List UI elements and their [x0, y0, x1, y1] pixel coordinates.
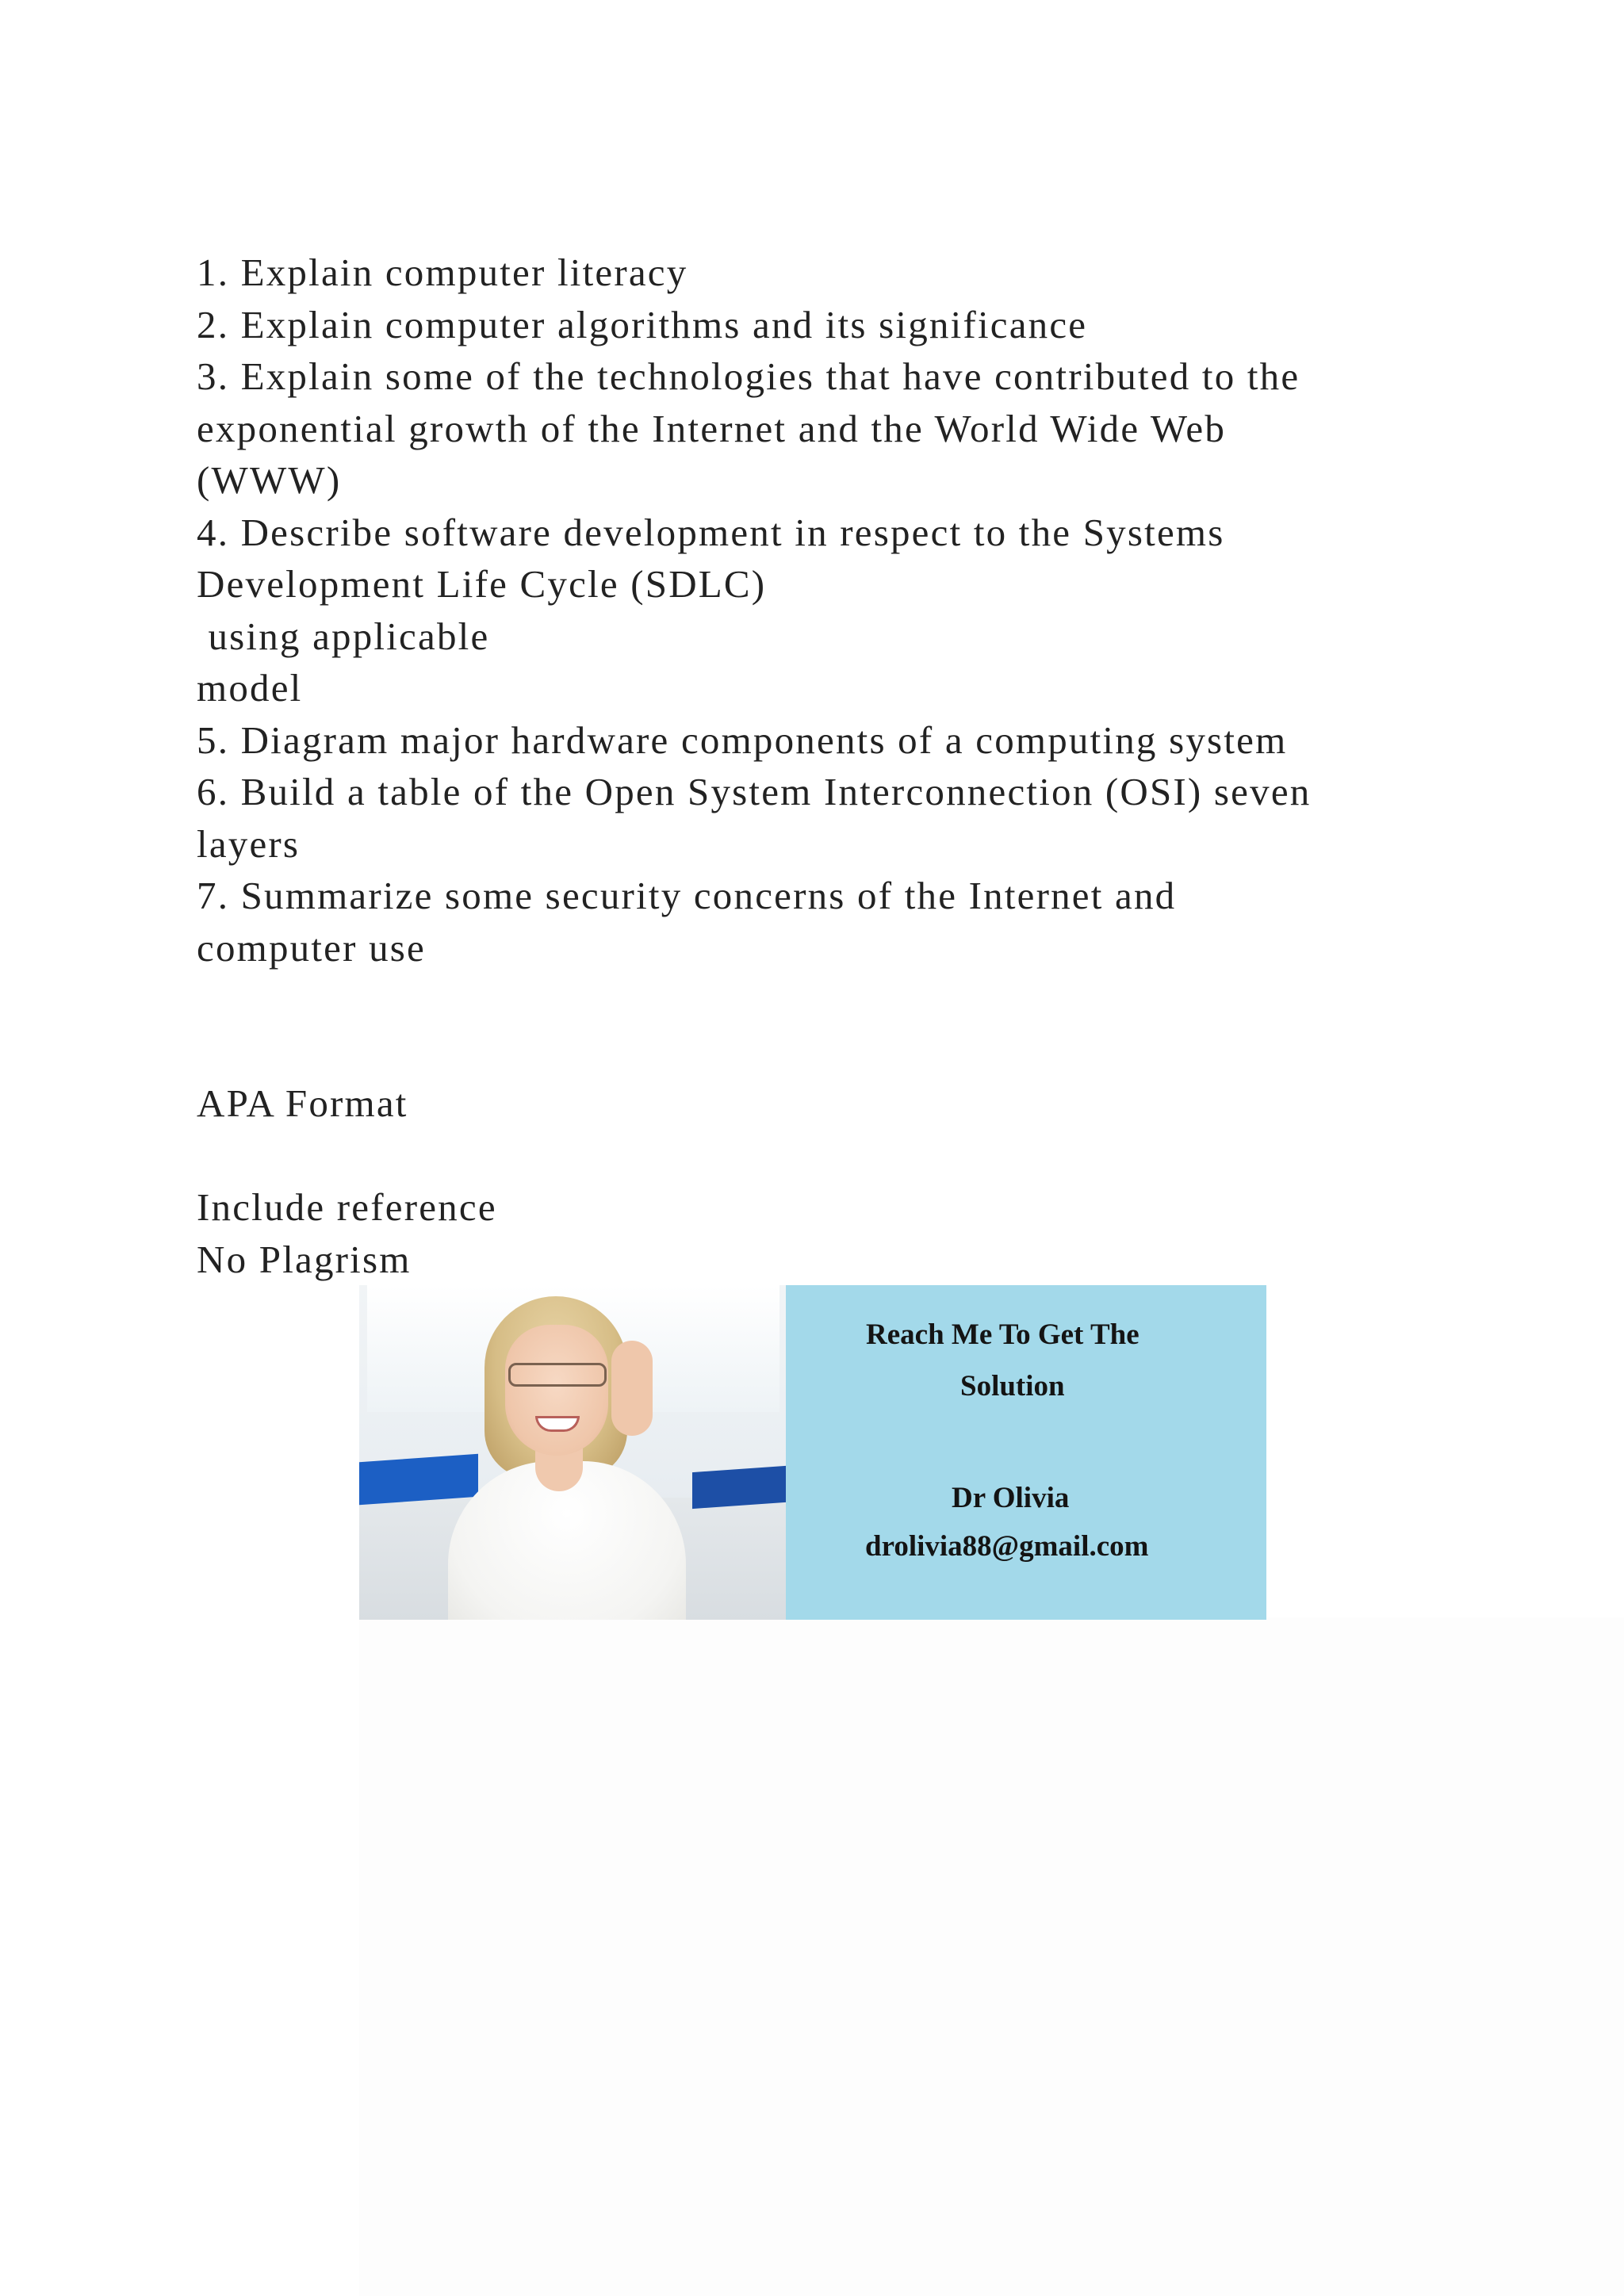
contact-banner [359, 1285, 1266, 1620]
text-line-6: 4. Describe software development in respect to the Systems [197, 510, 1225, 554]
text-line-4: exponential growth of the Internet and the World Wide Web [197, 406, 1227, 450]
page-shade [359, 1617, 1624, 2296]
photo-blue-chair-right [692, 1466, 786, 1509]
text-line-2: 2. Explain computer algorithms and its significance [197, 302, 1088, 346]
text-line-3: 3. Explain some of the technologies that have contributed to the [197, 354, 1300, 398]
text-line-12: layers [197, 821, 301, 866]
contact-name: Dr Olivia [952, 1482, 1070, 1514]
contact-email: drolivia88@gmail.com [865, 1530, 1149, 1563]
photo-blue-chair [359, 1454, 478, 1505]
contact-panel [786, 1285, 1266, 1620]
text-line-14: computer use [197, 925, 427, 970]
blank-line [197, 1130, 1465, 1182]
requirement-plagiarism: No Plagrism [197, 1237, 412, 1281]
text-line-5: (WWW) [197, 458, 342, 502]
text-line-9: model [197, 666, 303, 710]
text-line-10: 5. Diagram major hardware components of a computing system [197, 718, 1288, 762]
photo-glasses [508, 1363, 607, 1387]
format-note: APA Format [197, 1081, 408, 1125]
banner-heading-line-2: Solution [960, 1370, 1065, 1402]
text-line-1: 1. Explain computer literacy [197, 251, 688, 294]
assignment-text [197, 247, 1465, 1285]
photo-hand [611, 1341, 653, 1436]
text-line-13: 7. Summarize some security concerns of the Internet and [197, 874, 1177, 917]
text-line-11: 6. Build a table of the Open System Interconnection (OSI) seven [197, 770, 1312, 813]
woman-photo [359, 1285, 786, 1620]
blank-line [197, 974, 1465, 1026]
requirement-reference: Include reference [197, 1185, 497, 1229]
banner-heading-line-1: Reach Me To Get The [866, 1318, 1139, 1351]
blank-line [197, 1026, 1465, 1078]
photo-face [505, 1325, 608, 1456]
text-line-8: using applicable [197, 614, 490, 658]
text-line-7: Development Life Cycle (SDLC) [197, 562, 767, 606]
